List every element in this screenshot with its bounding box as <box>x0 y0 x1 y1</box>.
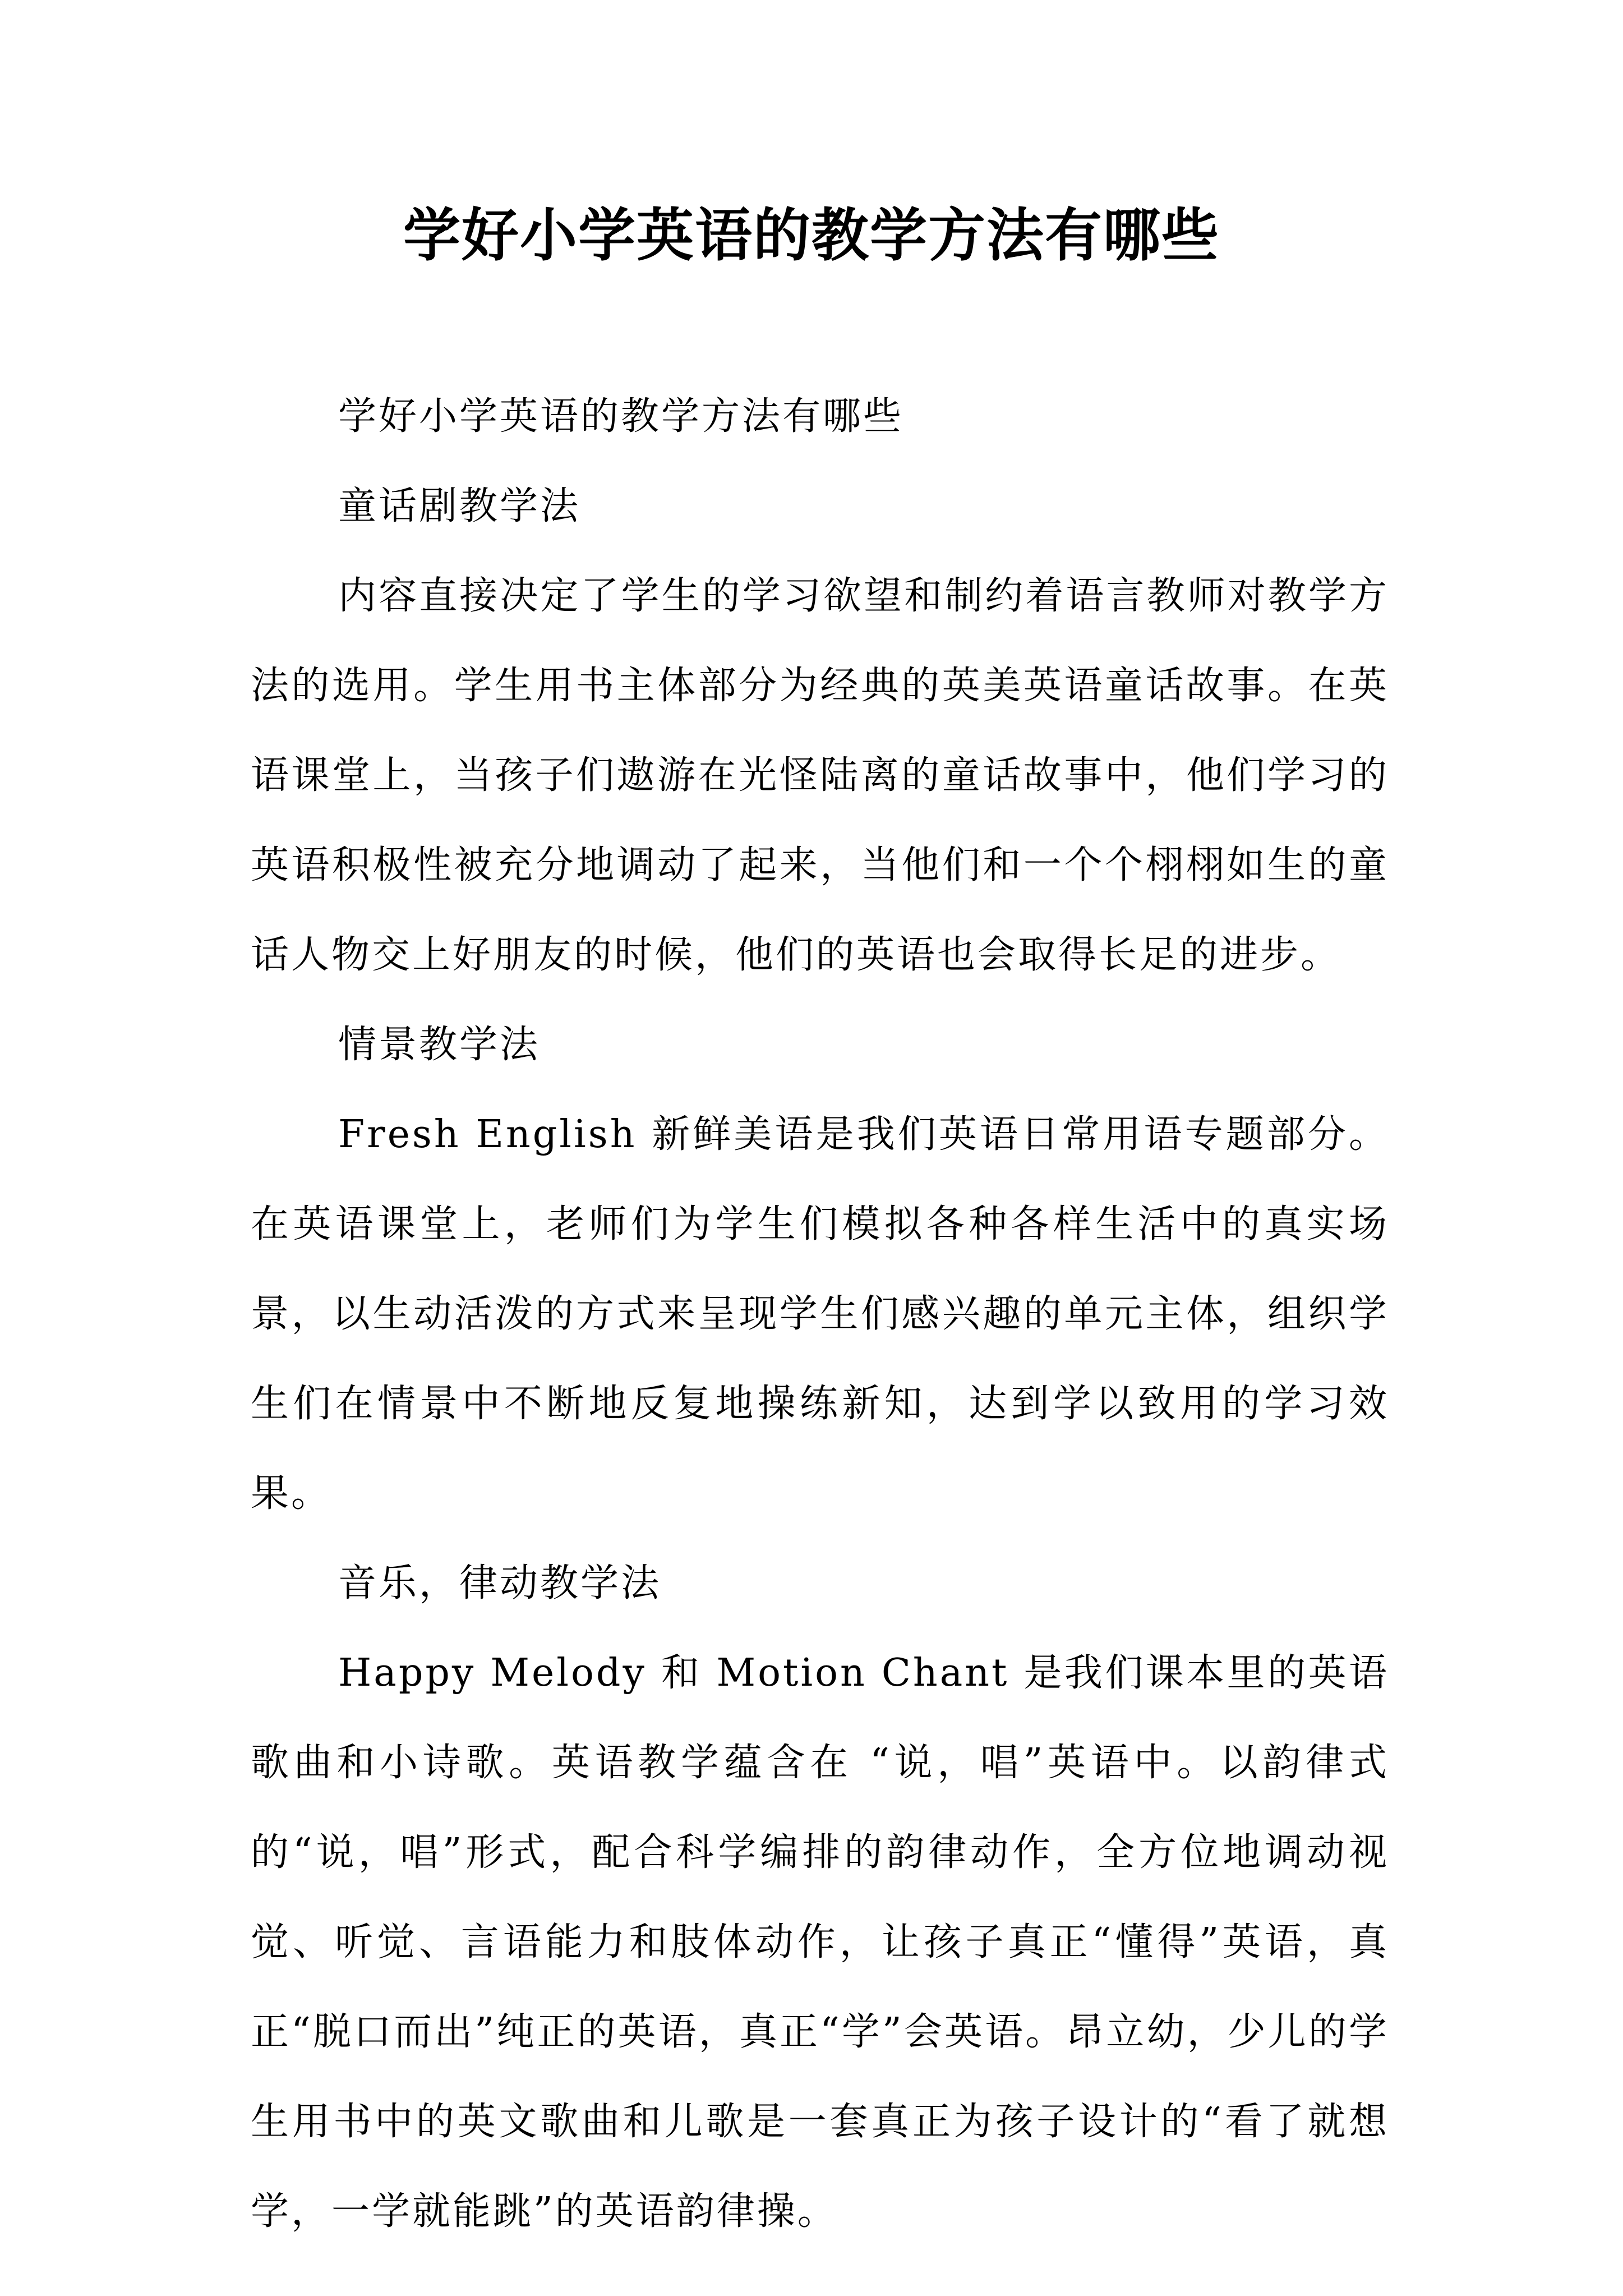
section-heading-music: 音乐，律动教学法 <box>338 1561 662 1605</box>
document-body <box>251 372 1389 2257</box>
paragraph-situational: Fresh English 新鲜美语是我们英语日常用语专题部分。在英语课堂上，老师们为学生们模拟各种各样生活中的真实场景，以生动活泼的方式来呈现学生们感兴趣的单元主体，组织学生们在情景中不断地反复地操练新知，达到学以致用的学习效果。 <box>251 1112 1389 1516</box>
section-heading-situational: 情景教学法 <box>338 1023 541 1067</box>
section-heading-fairy-tale: 童话剧教学法 <box>338 484 581 528</box>
document-title: 学好小学英语的教学方法有哪些 <box>403 202 1220 269</box>
paragraph-fairy-tale: 内容直接决定了学生的学习欲望和制约着语言教师对教学方法的选用。学生用书主体部分为经典的英美英语童话故事。在英语课堂上，当孩子们遨游在光怪陆离的童话故事中，他们学习的英语积极性被充分地调动了起来，当他们和一个个栩栩如生的童话人物交上好朋友的时候，他们的英语也会取得长足的进步。 <box>251 574 1389 977</box>
paragraph-music: Happy Melody 和 Motion Chant 是我们课本里的英语歌曲和小诗歌。英语教学蕴含在 “说，唱”英语中。以韵律式的“说，唱”形式，配合科学编排的韵律动作，全方位地调动视觉、听觉、言语能力和肢体动作，让孩子真正“懂得”英语，真正“脱口而出”纯正的英语，真正“学”会英语。昂立幼，少儿的学生用书中的英文歌曲和儿歌是一套真正为孩子设计的“看了就想学，一学就能跳”的英语韵律操。 <box>251 1651 1390 2234</box>
intro-line: 学好小学英语的教学方法有哪些 <box>338 394 904 439</box>
